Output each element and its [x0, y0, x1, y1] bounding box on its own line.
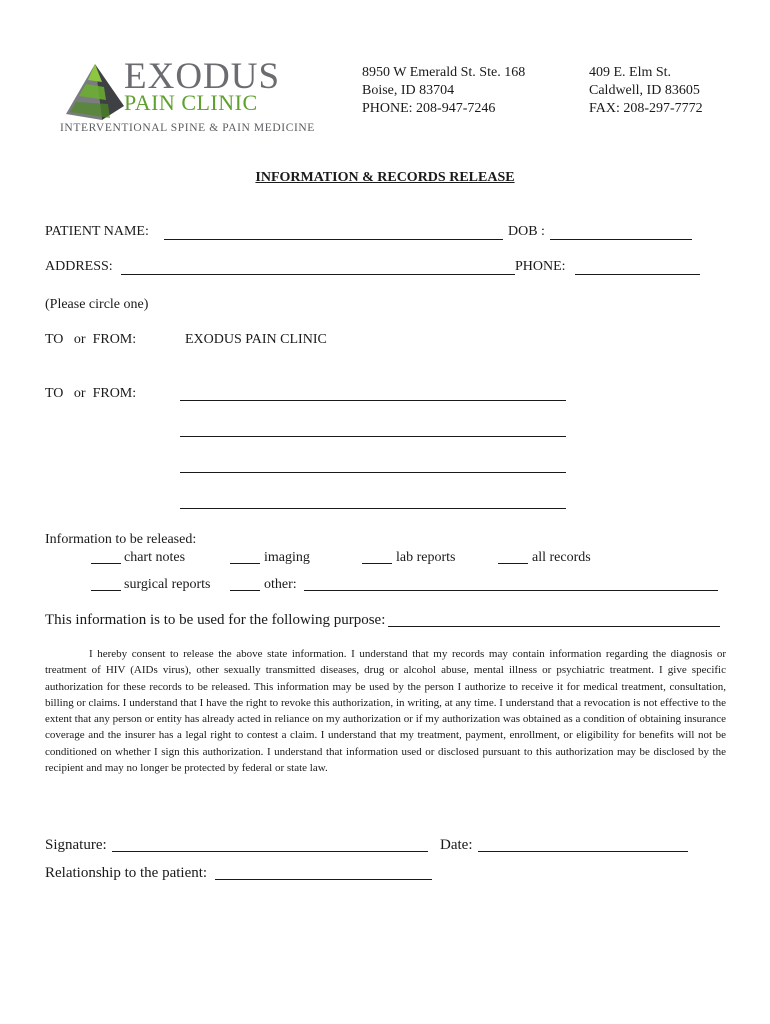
logo-name: EXODUS	[124, 56, 281, 97]
date-label: Date:	[440, 837, 473, 853]
logo-tagline: INTERVENTIONAL SPINE & PAIN MEDICINE	[60, 122, 315, 134]
boise-city: Boise, ID 83704	[362, 83, 455, 98]
date-field[interactable]	[478, 851, 688, 852]
caldwell-street: 409 E. Elm St.	[589, 65, 672, 80]
lab-reports-option: lab reports	[396, 550, 456, 565]
imaging-blank[interactable]	[230, 563, 260, 564]
imaging-option: imaging	[264, 550, 310, 565]
patient-name-field[interactable]	[164, 239, 503, 240]
consent-paragraph: I hereby consent to release the above state information. I understand that my records may contain information regarding the diagnosis or treatment of HIV (AIDs virus), other sexually transmitted diseases, drug or alcohol abuse, mental illness or psychiatric treatment. I give specific authorization for these records to be released. This information may be used by the person I authorize to receive it for medical treatment, consultation, billing or claims. I understand that I have the right to revoke this authorization, in writing, at any time. I understand that a revocation is not effective to the extent that any person or entity has already acted in reliance on my authorization or if my authorization was obtained as a condition of obtaining insurance coverage and the insurer has a legal right to contest a claim. I understand that my treatment, payment, enrollment, or eligibility for benefits will not be conditioned on whether I sign this authorization. I understand that information used or disclosed pursuant to this authorization may be disclosed by the recipient and may no longer be protected by federal or state law.	[45, 648, 726, 775]
patient-name-label: PATIENT NAME:	[45, 224, 149, 239]
all-records-option: all records	[532, 550, 591, 565]
relationship-field[interactable]	[215, 879, 432, 880]
logo-subname: PAIN CLINIC	[124, 90, 258, 115]
recipient-line-4[interactable]	[180, 508, 566, 509]
pyramid-logo-icon	[64, 62, 126, 122]
address-label: ADDRESS:	[45, 259, 113, 274]
caldwell-fax: FAX: 208-297-7772	[589, 101, 703, 116]
circle-one-note: (Please circle one)	[45, 297, 149, 312]
form-title: INFORMATION & RECORDS RELEASE	[255, 170, 515, 185]
dob-field[interactable]	[550, 239, 692, 240]
other-field[interactable]	[304, 590, 718, 591]
chart-notes-option: chart notes	[124, 550, 186, 565]
dob-label: DOB :	[508, 224, 545, 239]
purpose-label: This information is to be used for the following purpose:	[45, 612, 386, 628]
surgical-reports-option: surgical reports	[124, 577, 211, 592]
to-or-from-1[interactable]: TO or FROM:	[45, 332, 137, 347]
lab-reports-blank[interactable]	[362, 563, 392, 564]
info-released-label: Information to be released:	[45, 532, 197, 547]
caldwell-city: Caldwell, ID 83605	[589, 83, 700, 98]
clinic-name-text: EXODUS PAIN CLINIC	[185, 332, 327, 347]
recipient-line-2[interactable]	[180, 436, 566, 437]
to-or-from-2[interactable]: TO or FROM:	[45, 386, 137, 401]
boise-phone: PHONE: 208-947-7246	[362, 101, 496, 116]
relationship-label: Relationship to the patient:	[45, 865, 208, 881]
recipient-line-3[interactable]	[180, 472, 566, 473]
office-address-boise	[362, 64, 525, 118]
all-records-blank[interactable]	[498, 563, 528, 564]
boise-street: 8950 W Emerald St. Ste. 168	[362, 65, 526, 80]
recipient-line-1[interactable]	[180, 400, 566, 401]
phone-field[interactable]	[575, 274, 700, 275]
signature-label: Signature:	[45, 837, 107, 853]
office-address-caldwell	[589, 64, 703, 118]
chart-notes-blank[interactable]	[91, 563, 121, 564]
surgical-reports-blank[interactable]	[91, 590, 121, 591]
signature-field[interactable]	[112, 851, 428, 852]
phone-label: PHONE:	[515, 259, 566, 274]
address-field[interactable]	[121, 274, 515, 275]
other-option: other:	[264, 577, 297, 592]
other-blank[interactable]	[230, 590, 260, 591]
purpose-field[interactable]	[388, 626, 720, 627]
